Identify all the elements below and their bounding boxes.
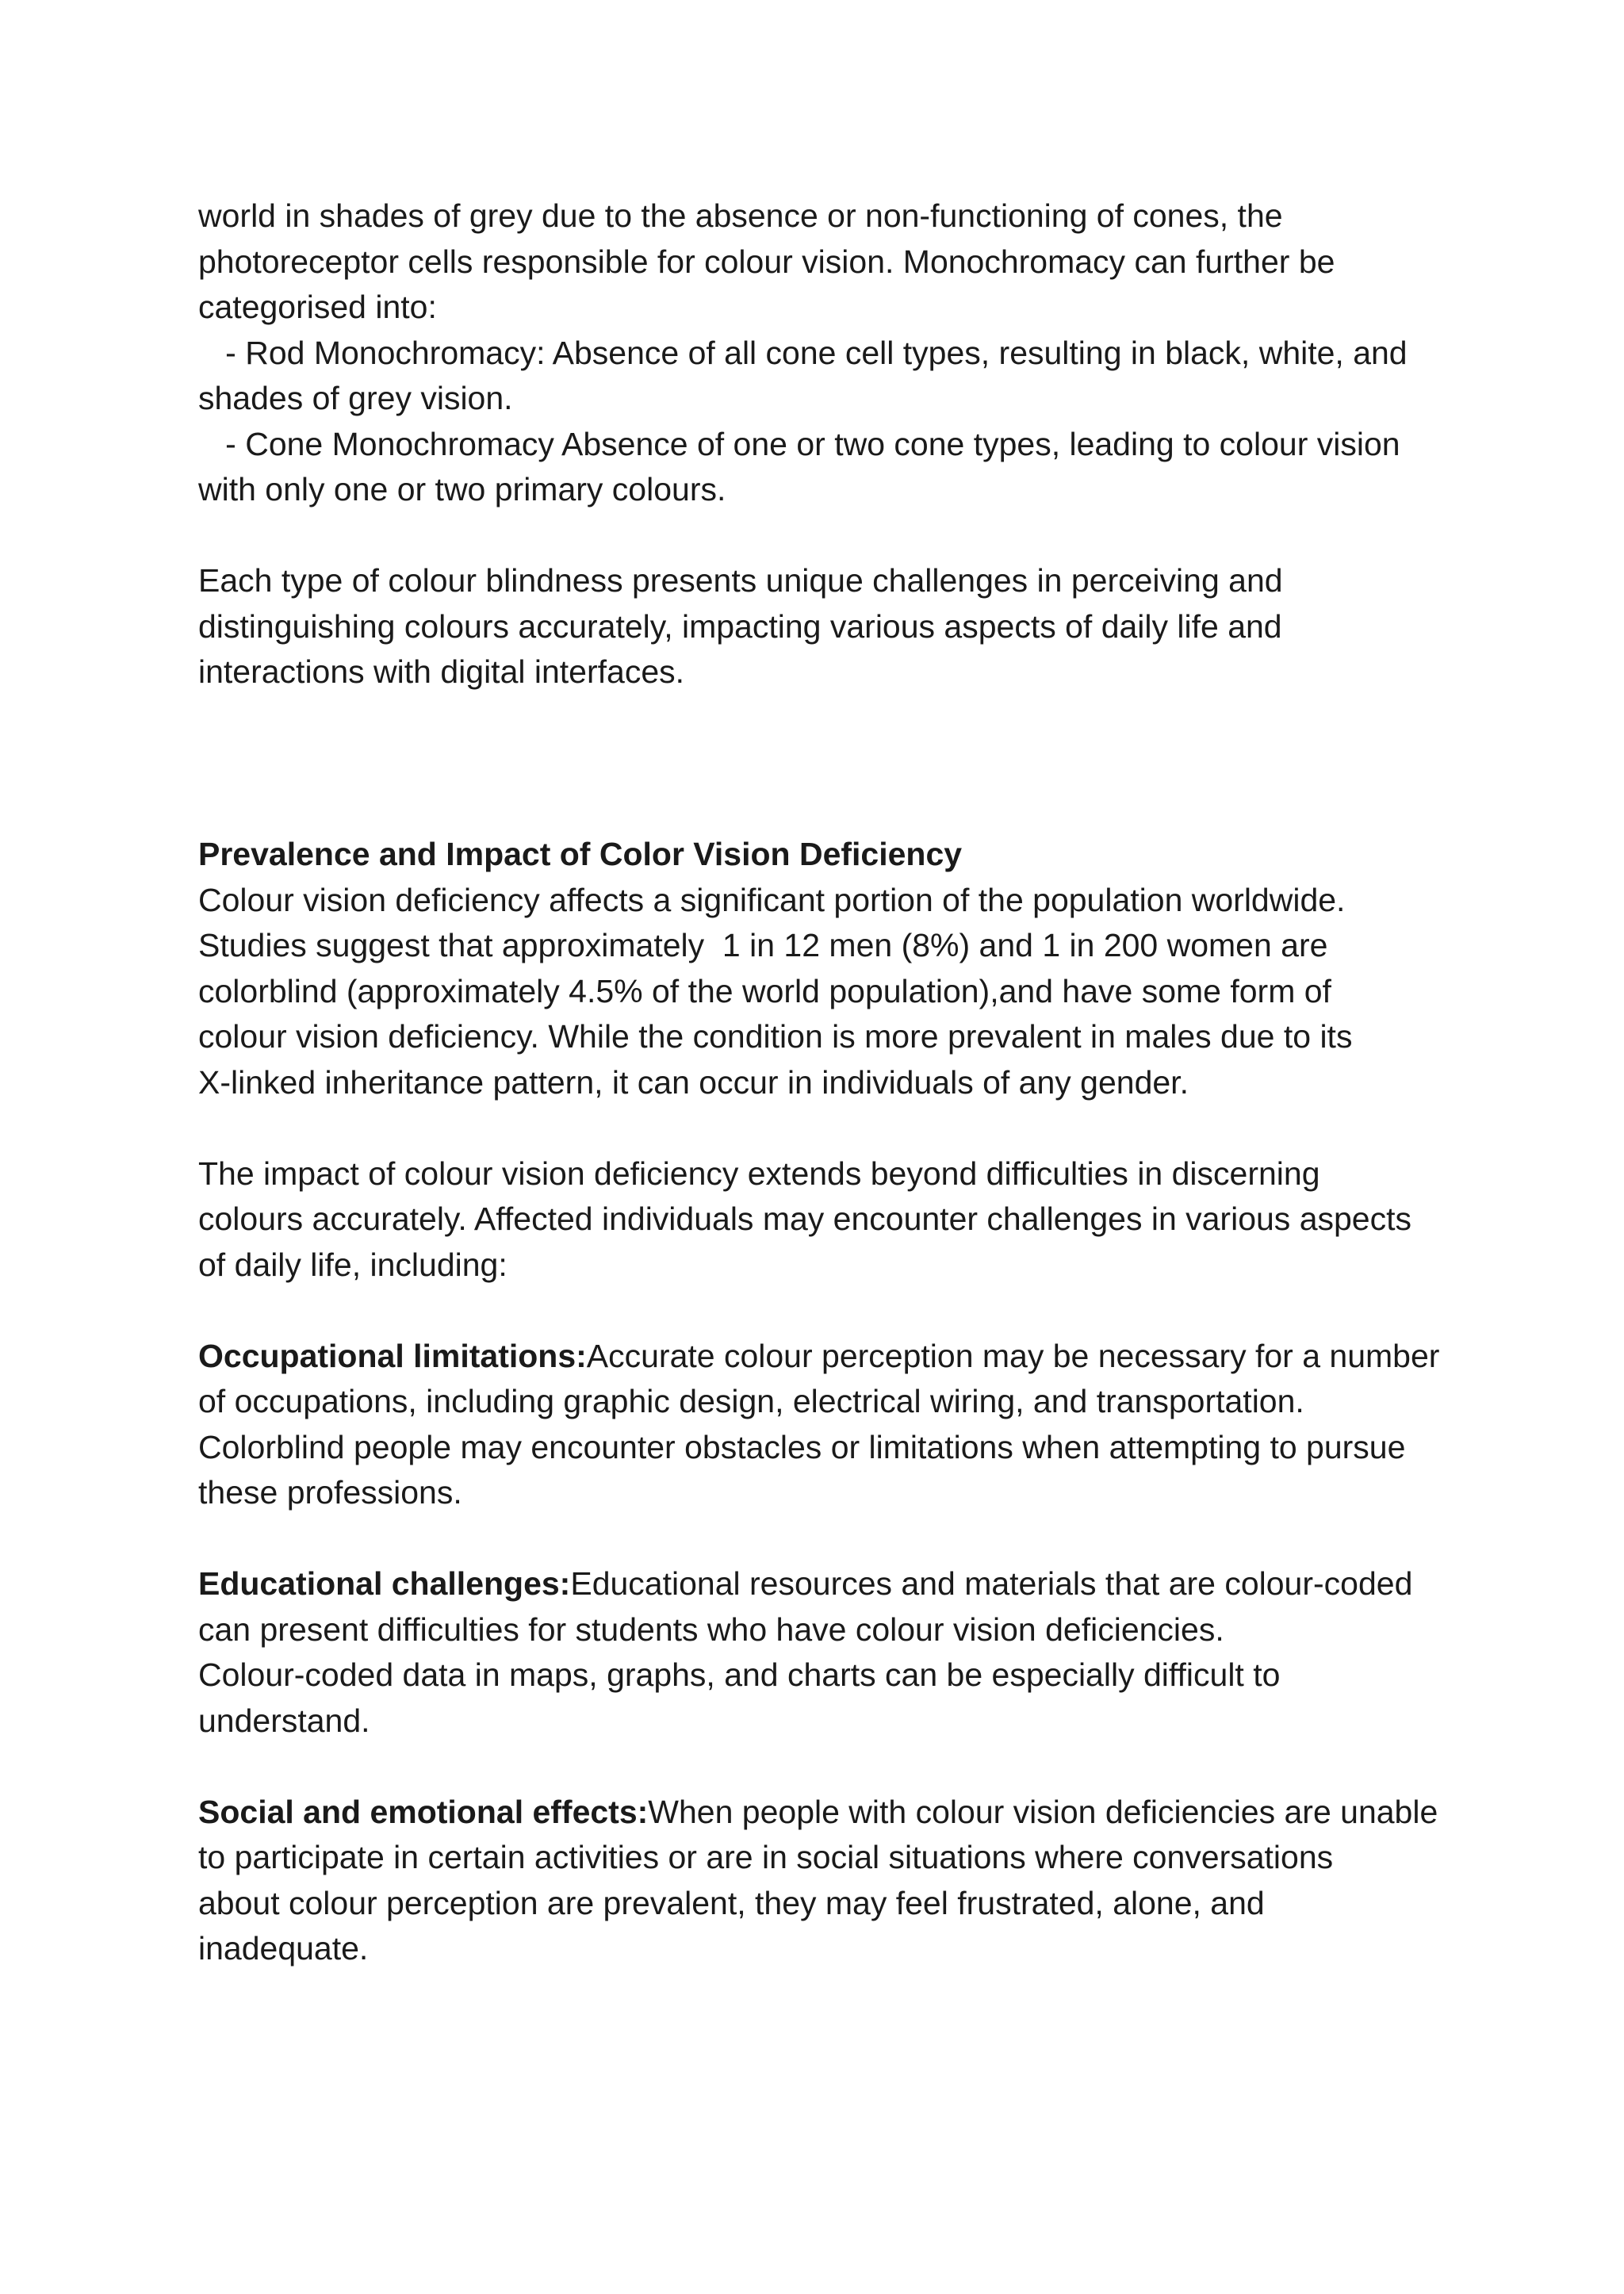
text-line: Colour vision deficiency affects a significant portion of the population worldwide. bbox=[198, 881, 1346, 918]
occupational-paragraph bbox=[198, 1334, 1467, 1516]
educational-label: Educational challenges: bbox=[198, 1565, 571, 1602]
section-heading: Prevalence and Impact of Color Vision Deficiency bbox=[198, 836, 963, 872]
text-line: interactions with digital interfaces. bbox=[198, 653, 685, 690]
text-line: X-linked inheritance pattern, it can occur in individuals of any gender. bbox=[198, 1063, 1189, 1101]
paragraph-spacer bbox=[198, 1288, 1467, 1334]
text-line: these professions. bbox=[198, 1474, 462, 1511]
list-item-cone-monochromacy: - Cone Monochromacy Absence of one or two cone types, leading to colour vision bbox=[198, 425, 1400, 462]
text-line: world in shades of grey due to the absence or non-functioning of cones, the bbox=[198, 197, 1283, 234]
monochromacy-paragraph bbox=[198, 193, 1467, 513]
educational-first-line: Educational resources and materials that are colour-coded bbox=[570, 1565, 1413, 1602]
paragraph-spacer bbox=[198, 1744, 1467, 1790]
text-line: colours accurately. Affected individuals may encounter challenges in various aspects bbox=[198, 1201, 1411, 1237]
paragraph-spacer bbox=[198, 1105, 1467, 1151]
social-first-line: When people with colour vision deficiencies are unable bbox=[648, 1793, 1438, 1830]
text-line: understand. bbox=[198, 1702, 370, 1739]
text-line: of occupations, including graphic design, electrical wiring, and transportation. bbox=[198, 1383, 1304, 1419]
text-line: Each type of colour blindness presents unique challenges in perceiving and bbox=[198, 562, 1283, 599]
paragraph-spacer bbox=[198, 1516, 1467, 1562]
occupational-label: Occupational limitations: bbox=[198, 1337, 587, 1374]
text-line bbox=[198, 1561, 1467, 1607]
paragraph-spacer bbox=[198, 513, 1467, 559]
text-line: categorised into: bbox=[198, 289, 437, 325]
text-line: Studies suggest that approximately 1 in 12 men (8%) and 1 in 200 women are bbox=[198, 927, 1328, 963]
social-label: Social and emotional effects: bbox=[198, 1793, 649, 1830]
text-line bbox=[198, 1334, 1467, 1380]
challenges-paragraph bbox=[198, 558, 1467, 695]
paragraph-spacer bbox=[198, 695, 1467, 741]
text-line: colour vision deficiency. While the condition is more prevalent in males due to its bbox=[198, 1018, 1353, 1055]
text-line: about colour perception are prevalent, they may feel frustrated, alone, and bbox=[198, 1884, 1265, 1921]
text-line bbox=[198, 1790, 1467, 1836]
educational-paragraph bbox=[198, 1561, 1467, 1744]
prevalence-paragraph bbox=[198, 878, 1467, 1106]
impact-paragraph bbox=[198, 1151, 1467, 1289]
occupational-first-line: Accurate colour perception may be necessary for a number bbox=[586, 1337, 1440, 1374]
text-line: photoreceptor cells responsible for colour vision. Monochromacy can further be bbox=[198, 243, 1335, 280]
social-paragraph bbox=[198, 1790, 1467, 1972]
text-line: colorblind (approximately 4.5% of the world population),and have some form of bbox=[198, 972, 1331, 1009]
text-line: shades of grey vision. bbox=[198, 380, 513, 416]
text-line: Colorblind people may encounter obstacles or limitations when attempting to pursue bbox=[198, 1428, 1406, 1465]
text-line: Colour-coded data in maps, graphs, and charts can be especially difficult to bbox=[198, 1656, 1281, 1693]
text-line: distinguishing colours accurately, impacting various aspects of daily life and bbox=[198, 607, 1282, 645]
text-line: of daily life, including: bbox=[198, 1246, 508, 1283]
text-line: to participate in certain activities or are in social situations where conversations bbox=[198, 1839, 1334, 1875]
text-line: with only one or two primary colours. bbox=[198, 471, 726, 507]
text-line: The impact of colour vision deficiency extends beyond difficulties in discerning bbox=[198, 1155, 1320, 1192]
paragraph-spacer bbox=[198, 787, 1467, 833]
paragraph-spacer bbox=[198, 741, 1467, 787]
list-item-rod-monochromacy: - Rod Monochromacy: Absence of all cone cell types, resulting in black, white, and bbox=[198, 334, 1408, 371]
text-line: inadequate. bbox=[198, 1930, 369, 1967]
document-body bbox=[198, 193, 1467, 1972]
text-line: can present difficulties for students who have colour vision deficiencies. bbox=[198, 1610, 1224, 1648]
